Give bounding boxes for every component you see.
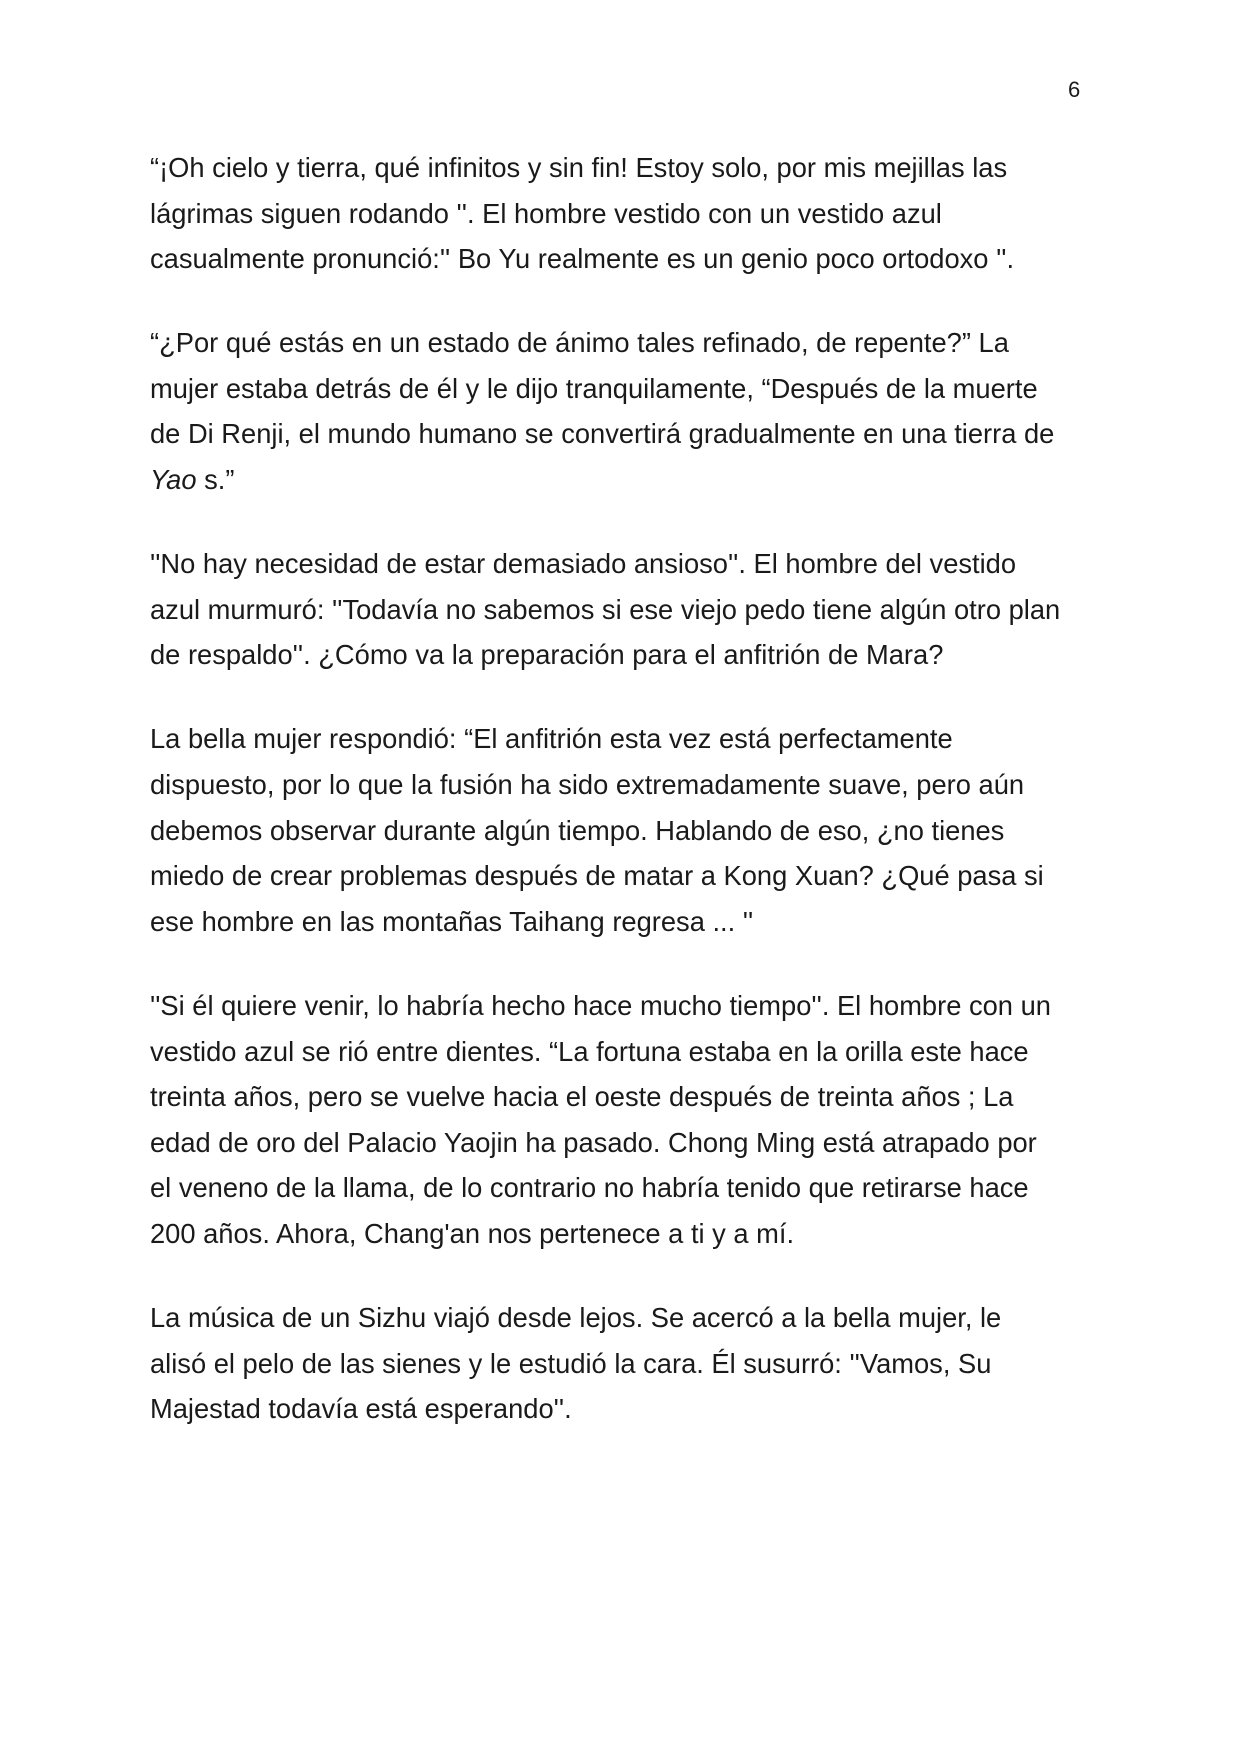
text-line: La bella mujer respondió: “El anfitrión esta vez está perfectamente <box>150 723 953 755</box>
paragraph <box>150 716 1100 944</box>
text-line: edad de oro del Palacio Yaojin ha pasado. Chong Ming está atrapado por <box>150 1126 1037 1158</box>
text-line: “¡Oh cielo y tierra, qué infinitos y sin fin! Estoy solo, por mis mejillas las <box>150 152 1008 183</box>
text-line: alisó el pelo de las sienes y le estudió la cara. Él susurró: ''Vamos, Su <box>150 1347 992 1379</box>
text-line: de Di Renji, el mundo humano se convertirá gradualmente en una tierra de <box>150 418 1055 450</box>
text-line: Yao s.” <box>150 464 235 496</box>
text-line: mujer estaba detrás de él y le dijo tranquilamente, “Después de la muerte <box>150 372 1038 404</box>
text-line: ese hombre en las montañas Taihang regresa ... '' <box>150 905 754 937</box>
text-line: casualmente pronunció:'' Bo Yu realmente es un genio poco ortodoxo ''. <box>150 243 1015 275</box>
paragraph <box>150 145 1100 282</box>
paragraph <box>150 541 1100 678</box>
text-line: azul murmuró: ''Todavía no sabemos si ese viejo pedo tiene algún otro plan <box>150 593 1061 625</box>
paragraph <box>150 1295 1100 1432</box>
italic-term: Yao <box>150 464 197 496</box>
text-line: 200 años. Ahora, Chang'an nos pertenece a ti y a mí. <box>150 1217 795 1249</box>
text-line: lágrimas siguen rodando ''. El hombre vestido con un vestido azul <box>150 197 942 229</box>
text-line: el veneno de la llama, de lo contrario no habría tenido que retirarse hace <box>150 1172 1029 1204</box>
page-number: 6 <box>1068 77 1081 102</box>
text-line: “¿Por qué estás en un estado de ánimo tales refinado, de repente?” La <box>150 327 1009 359</box>
text-line: de respaldo''. ¿Cómo va la preparación para el anfitrión de Mara? <box>150 639 944 671</box>
text-line: vestido azul se rió entre dientes. “La fortuna estaba en la orilla este hace <box>150 1035 1029 1067</box>
paragraph <box>150 983 1100 1257</box>
body-text <box>150 145 1100 1470</box>
text-line: ''No hay necesidad de estar demasiado ansioso''. El hombre del vestido <box>150 548 1017 580</box>
text-line: miedo de crear problemas después de matar a Kong Xuan? ¿Qué pasa si <box>150 860 1044 892</box>
text-line: dispuesto, por lo que la fusión ha sido extremadamente suave, pero aún <box>150 769 1025 801</box>
text-line: Majestad todavía está esperando''. <box>150 1393 572 1425</box>
paragraph <box>150 320 1100 502</box>
text-line: debemos observar durante algún tiempo. Hablando de eso, ¿no tienes <box>150 814 1005 846</box>
text-line: treinta años, pero se vuelve hacia el oeste después de treinta años ; La <box>150 1081 1014 1113</box>
text-line: ''Si él quiere venir, lo habría hecho hace mucho tiempo''. El hombre con un <box>150 989 1051 1021</box>
text-line: La música de un Sizhu viajó desde lejos. Se acercó a la bella mujer, le <box>150 1301 1002 1333</box>
